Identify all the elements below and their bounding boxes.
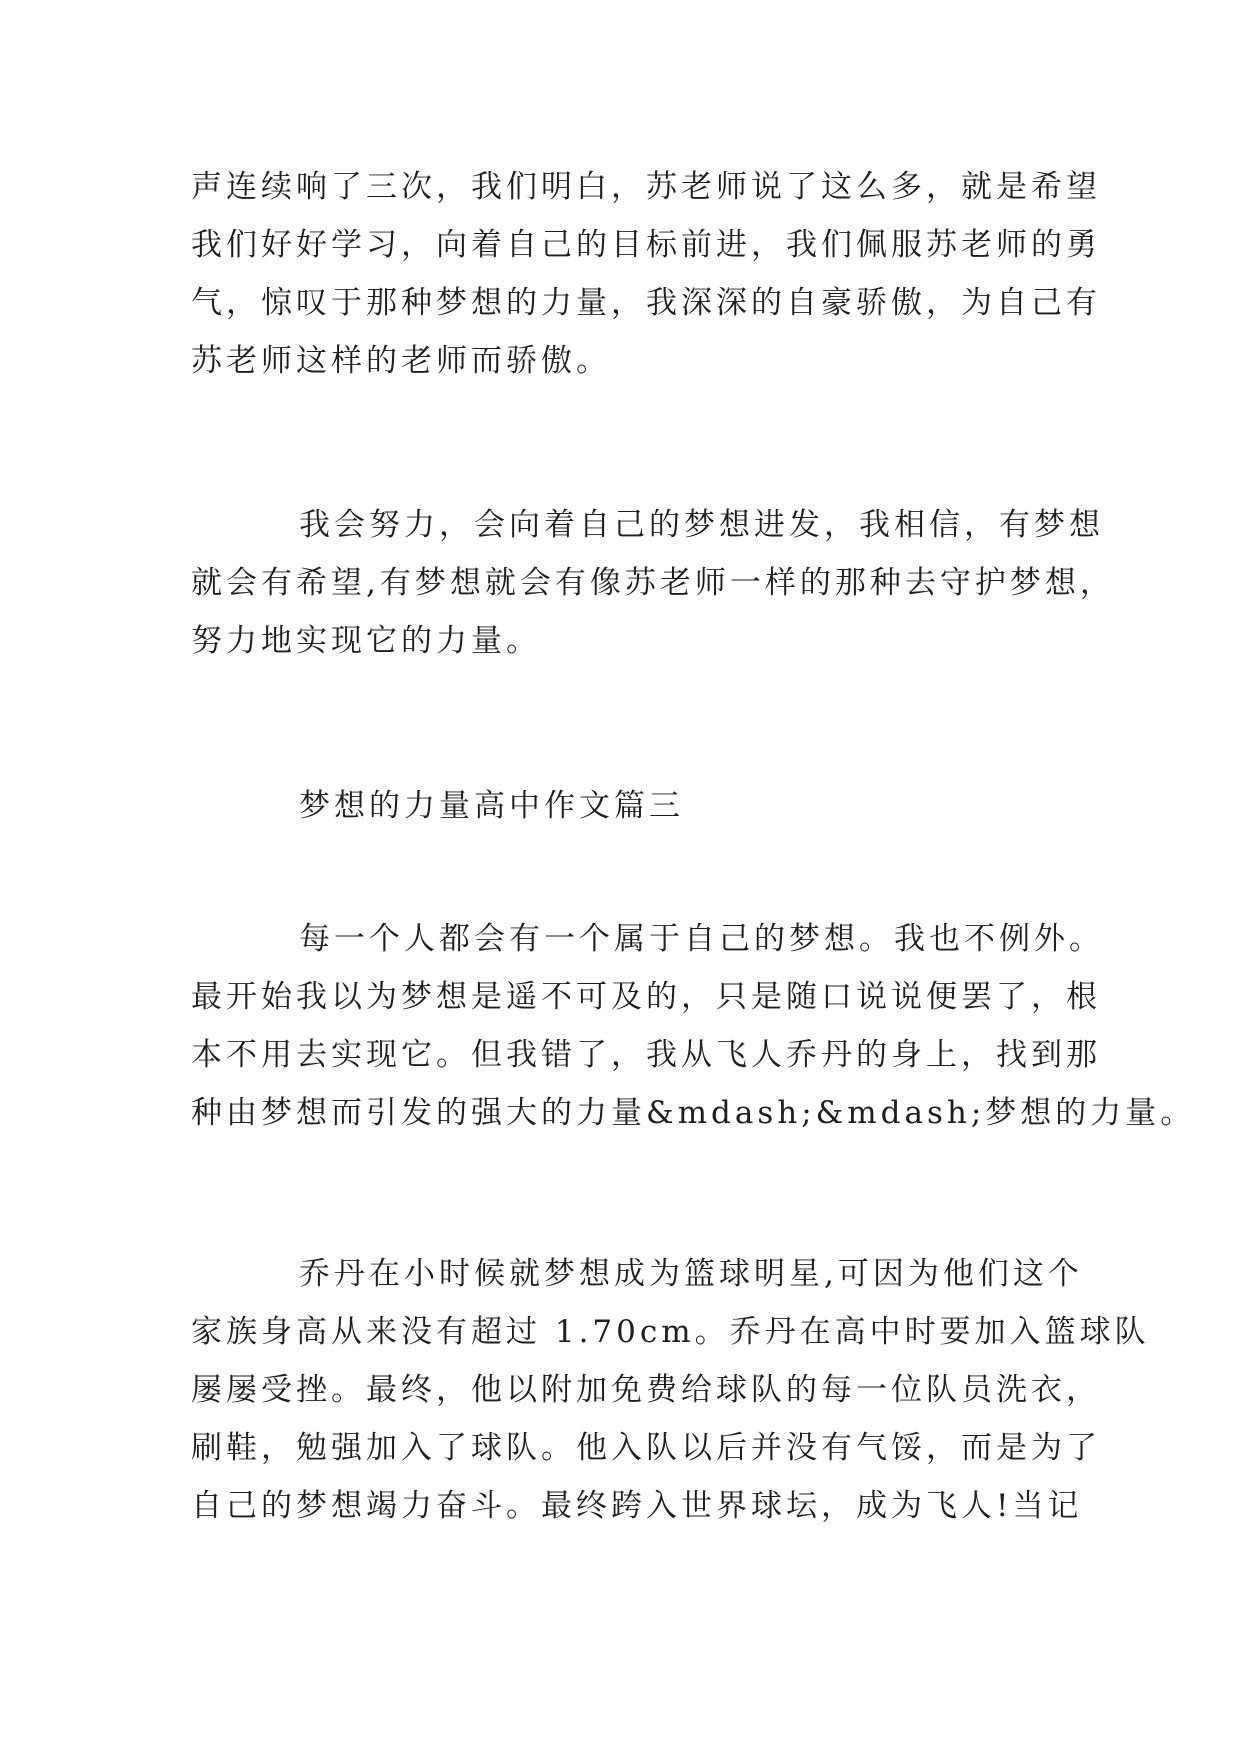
text-line: 自己的梦想竭力奋斗。最终跨入世界球坛，成为飞人!当记 bbox=[191, 1488, 1083, 1524]
text-line: 就会有希望,有梦想就会有像苏老师一样的那种去守护梦想， bbox=[191, 565, 1115, 601]
text-line: 屡屡受挫。最终，他以附加免费给球队的每一位队员洗衣， bbox=[191, 1372, 1101, 1408]
paragraph-1 bbox=[191, 158, 1101, 390]
text-line: 我会努力，会向着自己的梦想进发，我相信，有梦想 bbox=[299, 507, 1104, 543]
text-line: 我们好好学习，向着自己的目标前进，我们佩服苏老师的勇 bbox=[191, 227, 1101, 263]
text-line: 最开始我以为梦想是遥不可及的，只是随口说说便罢了，根 bbox=[191, 979, 1101, 1015]
text-line: 家族身高从来没有超过 1.70cm。乔丹在高中时要加入篮球队 bbox=[191, 1314, 1150, 1350]
paragraph-3 bbox=[191, 910, 1196, 1142]
heading-text: 梦想的力量高中作文篇三 bbox=[299, 788, 684, 824]
text-line: 每一个人都会有一个属于自己的梦想。我也不例外。 bbox=[299, 921, 1104, 957]
text-line: 声连续响了三次，我们明白，苏老师说了这么多，就是希望 bbox=[191, 169, 1101, 205]
text-line: 努力地实现它的力量。 bbox=[191, 623, 541, 659]
paragraph-4 bbox=[191, 1245, 1150, 1535]
paragraph-2 bbox=[191, 496, 1115, 670]
section-heading bbox=[191, 777, 1071, 835]
text-line: 苏老师这样的老师而骄傲。 bbox=[191, 343, 611, 379]
text-line: 种由梦想而引发的强大的力量&mdash;&mdash;梦想的力量。 bbox=[191, 1095, 1196, 1131]
text-line: 本不用去实现它。但我错了，我从飞人乔丹的身上，找到那 bbox=[191, 1037, 1101, 1073]
text-line: 气，惊叹于那种梦想的力量，我深深的自豪骄傲，为自己有 bbox=[191, 285, 1101, 321]
text-line: 刷鞋，勉强加入了球队。他入队以后并没有气馁，而是为了 bbox=[191, 1430, 1101, 1466]
text-line: 乔丹在小时候就梦想成为篮球明星,可因为他们这个 bbox=[299, 1256, 1083, 1292]
